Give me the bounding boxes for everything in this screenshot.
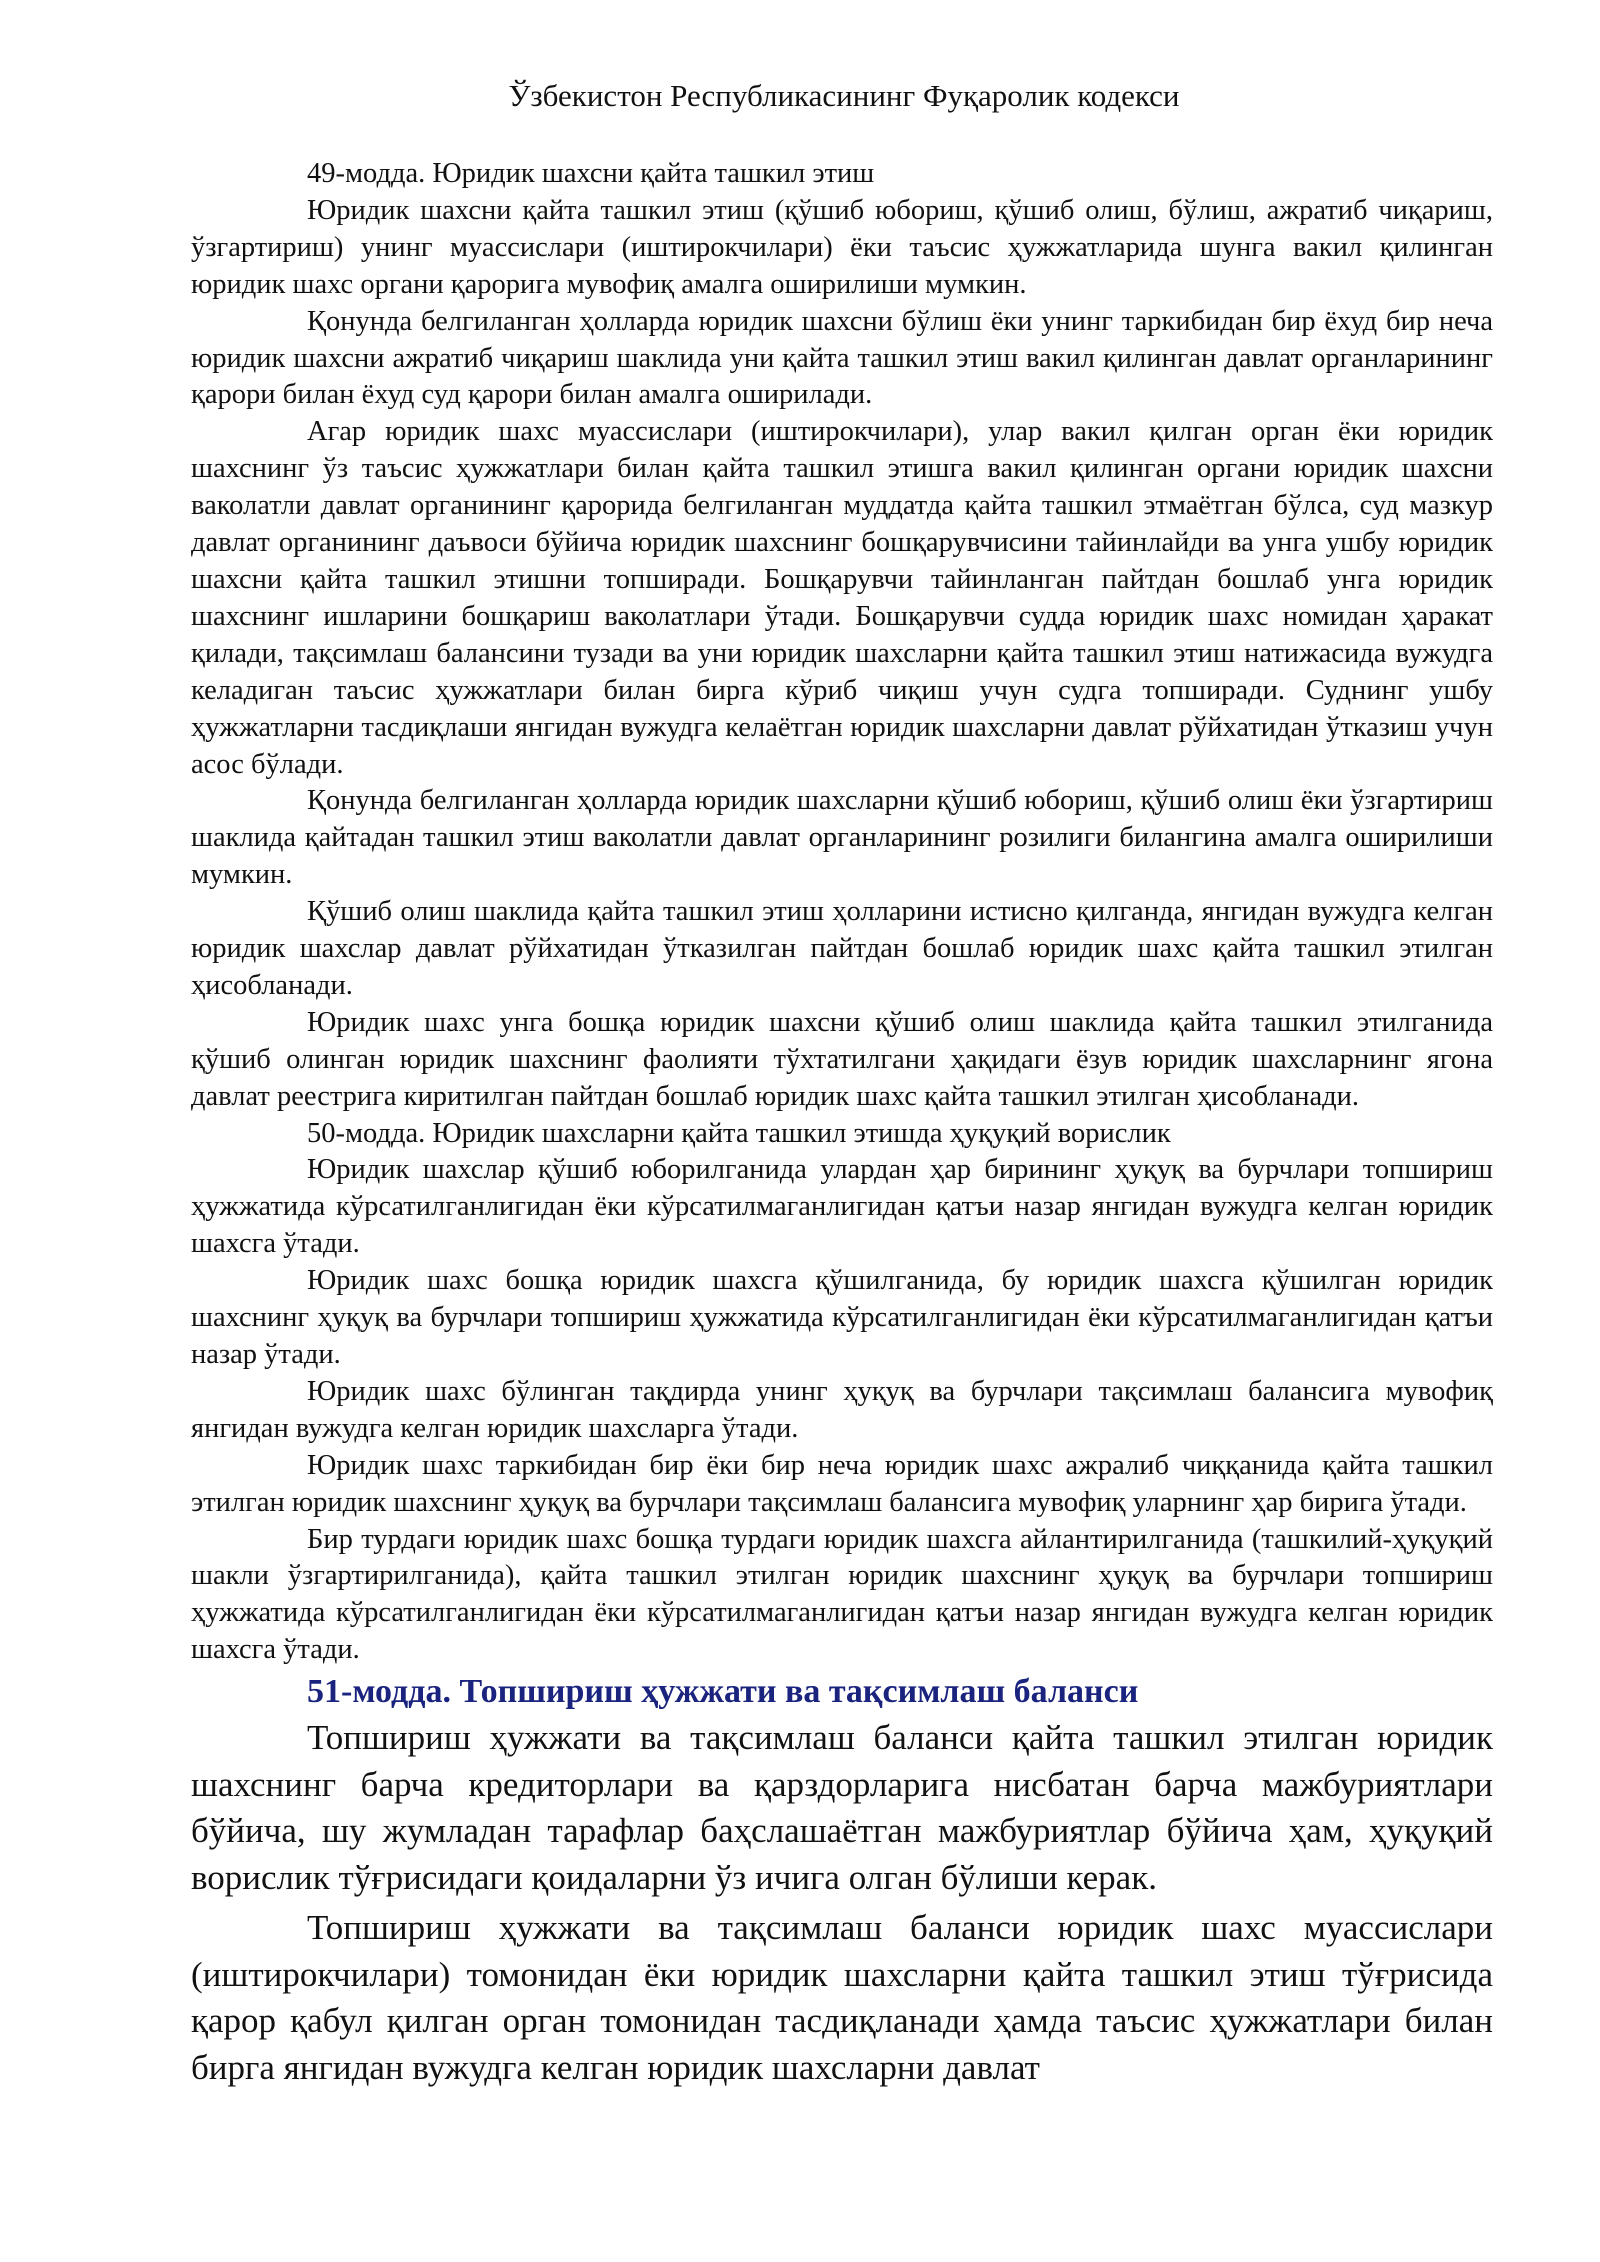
article-51 xyxy=(191,1669,1493,2091)
article-51-paragraph-2: Топшириш ҳужжати ва тақсимлаш баланси юридик шахс муассислари (иштирокчилари) томонидан ёки юридик шахсларни қайта ташкил этиш тўғрисида қарор қабул қилган орган томонидан тасдиқланади ҳамда таъсис ҳужжатлари билан бирга янгидан вужудга келган юридик шахсларни давлат xyxy=(191,1908,1493,2087)
article-50-title: 50-модда. Юридик шахсларни қайта ташкил этишда ҳуқуқий ворислик xyxy=(307,1117,1171,1149)
article-49-paragraph-6: Юридик шахс унга бошқа юридик шахсни қўшиб олиш шаклида қайта ташкил этилганида қўшиб олинган юридик шахснинг фаолияти тўхтатилгани ҳақидаги ёзув юридик шахсларнинг ягона давлат реестрига киритилган пайтдан бошлаб юридик шахс қайта ташкил этилган ҳисобланади. xyxy=(191,1006,1493,1112)
article-51-title: 51-модда. Топшириш ҳужжати ва тақсимлаш баланси xyxy=(307,1673,1139,1711)
article-51-paragraph-1: Топшириш ҳужжати ва тақсимлаш баланси қайта ташкил этилган юридик шахснинг барча кредиторлари ва қарздорларига нисбатан барча мажбуриятлари бўйича, шу жумладан тарафлар баҳслашаётган мажбуриятлар бўйича ҳам, ҳуқуқий ворислик тўғрисидаги қоидаларни ўз ичига олган бўлиши керак. xyxy=(191,1718,1493,1897)
article-49-title: 49-модда. Юридик шахсни қайта ташкил этиш xyxy=(307,158,875,189)
article-50-paragraph-1: Юридик шахслар қўшиб юборилганида улардан ҳар бирининг ҳуқуқ ва бурчлари топшириш ҳужжатида кўрсатилганлигидан ёки кўрсатилмаганлигидан қатъи назар янгидан вужудга келган юридик шахсга ўтади. xyxy=(191,1154,1493,1260)
article-49-paragraph-3: Агар юридик шахс муассислари (иштирокчилари), улар вакил қилган орган ёки юридик шахснинг ўз таъсис ҳужжатлари билан қайта ташкил этишга вакил қилинган органи юридик шахсни ваколатли давлат органининг қарорида белгиланган муддатда қайта ташкил этмаётган бўлса, суд мазкур давлат органининг даъвоси бўйича юридик шахснинг бошқарувчисини тайинлайди ва унга ушбу юридик шахсни қайта ташкил этишни топширади. Бошқарувчи тайинланган пайтдан бошлаб унга юридик шахснинг ишларини бошқариш ваколатлари ўтади. Бошқарувчи судда юридик шахс номидан ҳаракат қилади, тақсимлаш балансини тузади ва уни юридик шахсларни қайта ташкил этиш натижасида вужудга келадиган таъсис ҳужжатлари билан бирга кўриб чиқиш учун судга топширади. Суднинг ушбу ҳужжатларни тасдиқлаши янгидан вужудга келаётган юридик шахсларни давлат рўйхатидан ўтказиш учун асос бўлади. xyxy=(191,416,1493,780)
article-50-paragraph-3: Юридик шахс бўлинган тақдирда унинг ҳуқуқ ва бурчлари тақсимлаш балансига мувофиқ янгидан вужудга келган юридик шахсларга ўтади. xyxy=(191,1375,1493,1444)
page-header: Ўзбекистон Республикасининг Фуқаролик кодекси xyxy=(508,78,1180,113)
article-50-paragraph-2: Юридик шахс бошқа юридик шахсга қўшилганида, бу юридик шахсга қўшилган юридик шахснинг ҳуқуқ ва бурчлари топшириш ҳужжатида кўрсатилганлигидан ёки кўрсатилмаганлигидан қатъи назар ўтади. xyxy=(191,1265,1493,1370)
article-50-paragraph-4: Юридик шахс таркибидан бир ёки бир неча юридик шахс ажралиб чиққанида қайта ташкил этилган юридик шахснинг ҳуқуқ ва бурчлари тақсимлаш балансига мувофиқ уларнинг ҳар бирига ўтади. xyxy=(191,1449,1493,1518)
document-body xyxy=(191,156,1493,2091)
article-50 xyxy=(191,1116,1493,1670)
article-49-paragraph-4: Қонунда белгиланган ҳолларда юридик шахсларни қўшиб юбориш, қўшиб олиш ёки ўзгартириш шаклида қайтадан ташкил этиш ваколатли давлат органларининг розилиги билангина амалга оширилиши мумкин. xyxy=(191,785,1493,891)
article-49-paragraph-5: Қўшиб олиш шаклида қайта ташкил этиш ҳолларини истисно қилганда, янгидан вужудга келган юридик шахслар давлат рўйхатидан ўтказилган пайтдан бошлаб юридик шахс қайта ташкил этилган ҳисобланади. xyxy=(191,896,1493,1001)
article-50-paragraph-5: Бир турдаги юридик шахс бошқа турдаги юридик шахсга айлантирилганида (ташкилий-ҳуқуқий шакли ўзгартирилганида), қайта ташкил этилган юридик шахснинг ҳуқуқ ва бурчлари топшириш ҳужжатида кўрсатилганлигидан ёки кўрсатилмаганлигидан қатъи назар янгидан вужудга келган юридик шахсга ўтади. xyxy=(191,1523,1493,1666)
article-49 xyxy=(191,156,1493,1116)
article-49-paragraph-2: Қонунда белгиланган ҳолларда юридик шахсни бўлиш ёки унинг таркибидан бир ёхуд бир неча юридик шахсни ажратиб чиқариш шаклида уни қайта ташкил этиш вакил қилинган давлат органларининг қарори билан ёхуд суд қарори билан амалга оширилади. xyxy=(191,305,1493,411)
article-49-paragraph-1: Юридик шахсни қайта ташкил этиш (қўшиб юбориш, қўшиб олиш, бўлиш, ажратиб чиқариш, ўзгартириш) унинг муассислари (иштирокчилари) ёки таъсис ҳужжатларида шунга вакил қилинган юридик шахс органи қарорига мувофиқ амалга оширилиши мумкин. xyxy=(191,194,1493,300)
